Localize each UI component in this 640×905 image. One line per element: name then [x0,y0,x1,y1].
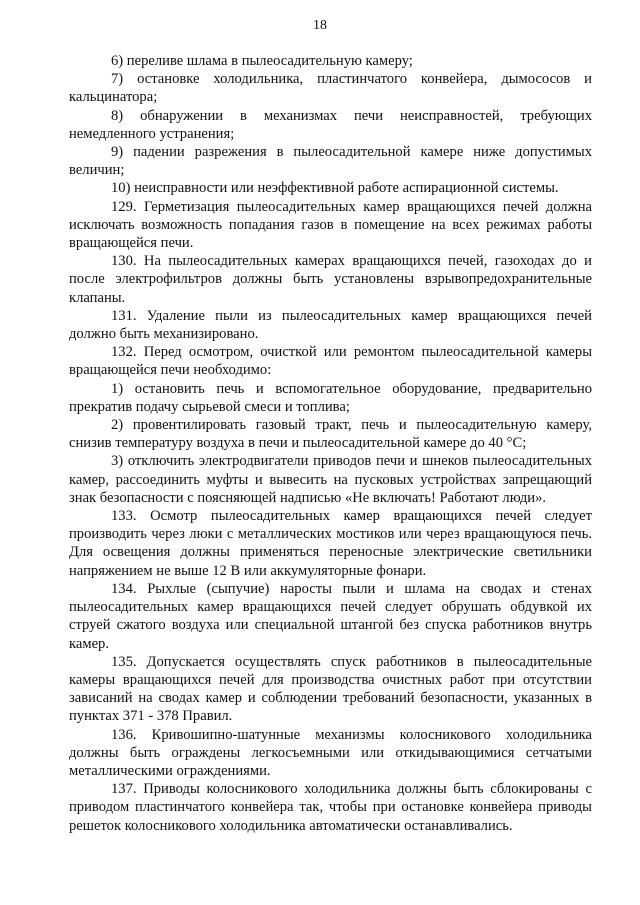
list-item-10: 10) неисправности или неэффективной работе аспирационной системы. [111,180,559,197]
clause-130: 130. На пылеосадительных камерах вращающихся печей, газоходах до и после электрофильтров должны быть установлены взрывопредохранительные клапаны. [69,253,592,306]
clause-132: 132. Перед осмотром, очисткой или ремонтом пылеосадительной камеры вращающейся печи необходимо: [69,344,592,379]
clause-129: 129. Герметизация пылеосадительных камер вращающихся печей должна исключать возможность попадания газов в помещение на всех режимах работы вращающейся печи. [69,198,592,252]
clause-137: 137. Приводы колосникового холодильника должны быть сблокированы с приводом пластинчатого конвейера так, чтобы при остановке конвейера приводы решеток колосникового холодильника автоматически останавливались. [69,781,592,834]
page-number: 18 [313,18,327,33]
clause-132-item-3: 3) отключить электродвигатели приводов печи и шнеков пылеосадительных камер, рассоединить муфты и вывесить на пусковых устройствах запрещающий знак безопасности с поясняющей надписью «Не включать! Работают люди». [69,453,592,506]
clause-131: 131. Удаление пыли из пылеосадительных камер вращающихся печей должно быть механизировано. [69,307,592,343]
clause-134: 134. Рыхлые (сыпучие) наросты пыли и шлама на сводах и стенах пылеосадительных камер вращающихся печей следует обрушать обдувкой их струей сжатого воздуха или специальной штангой без спуска работников внутрь камер. [69,580,592,652]
clause-135: 135. Допускается осуществлять спуск работников в пылеосадительные камеры вращающихся печей для производства очистных работ при отсутствии зависаний на сводах камер и соблюдении требований безопасности, указанных в пунктах 371 - 378 Правил. [69,653,592,725]
clause-133: 133. Осмотр пылеосадительных камер вращающихся печей следует производить через люки с металлических мостиков или через вращающуюся печь. Для освещения должны применяться переносные электрические светильники напряжением не выше 12 В или аккумуляторные фонари. [69,508,592,579]
list-item-9: 9) падении разрежения в пылеосадительной камере ниже допустимых величин; [69,144,592,179]
clause-132-item-1: 1) остановить печь и вспомогательное оборудование, предварительно прекратив подачу сырьевой смеси и топлива; [69,380,592,415]
clause-136: 136. Кривошипно-шатунные механизмы колосникового холодильника должны быть ограждены легкосъемными или откидывающимися сетчатыми металлическими ограждениями. [69,726,592,779]
list-item-6: 6) переливе шлама в пылеосадительную камеру; [111,53,413,69]
list-item-8: 8) обнаружении в механизмах печи неисправностей, требующих немедленного устранения; [69,107,592,142]
document-body [69,52,592,835]
clause-132-item-2: 2) провентилировать газовый тракт, печь и пылеосадительную камеру, снизив температуру воздуха в печи и пылеосадительной камере до 40 °С; [69,417,592,452]
list-item-7: 7) остановке холодильника, пластинчатого конвейера, дымососов и кальцинатора; [69,71,592,106]
